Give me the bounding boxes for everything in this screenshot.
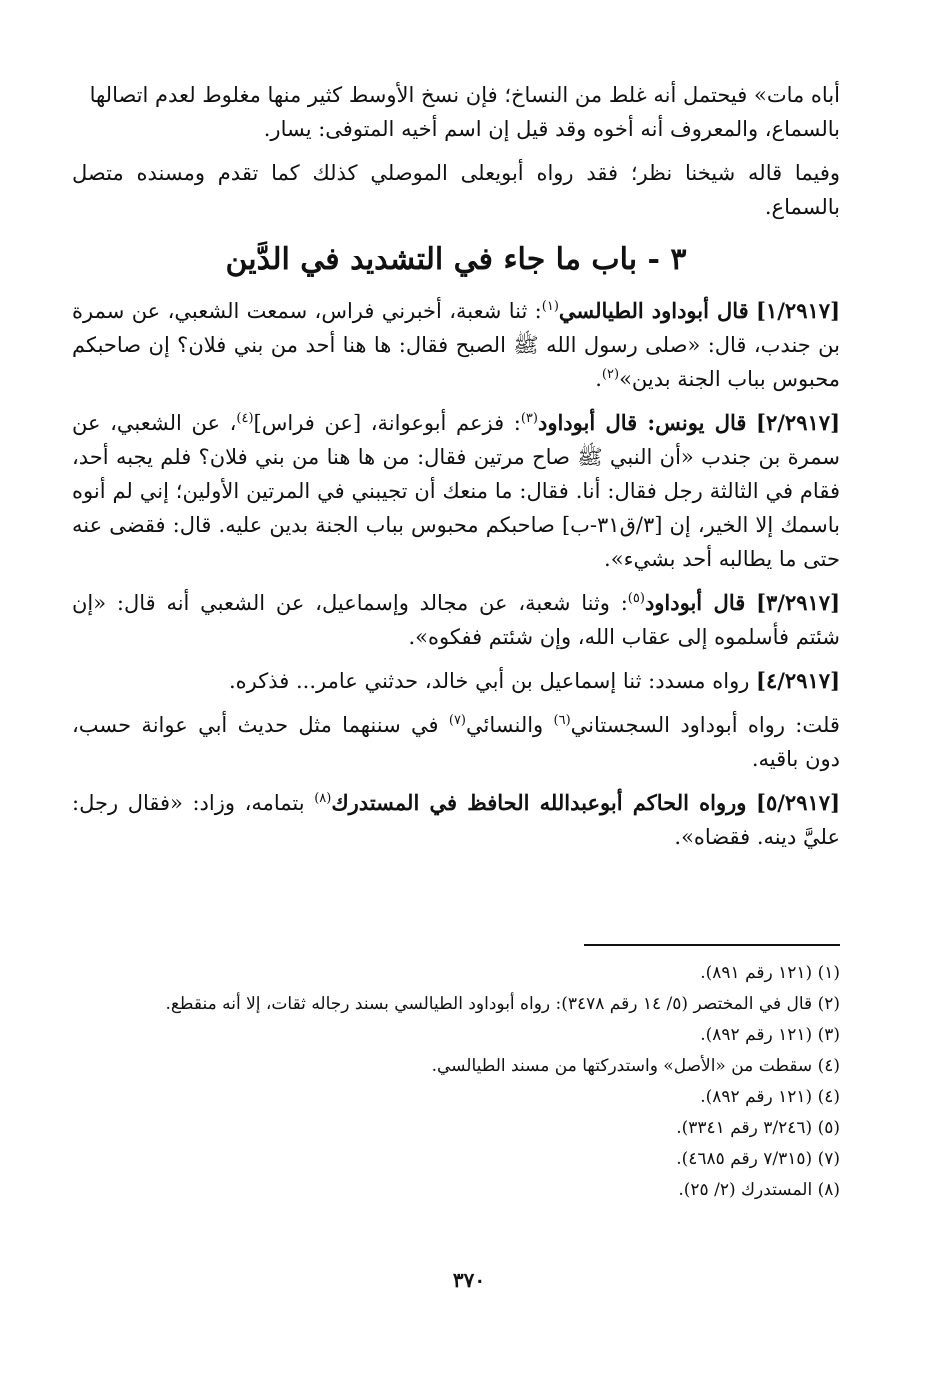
hadith-3 <box>72 586 840 654</box>
footnote-marker: (٣) <box>520 411 538 426</box>
footnotes <box>72 958 840 1206</box>
hadith-5-narrator: ورواه الحاكم أبوعبدالله الحافظ في المستدرك <box>331 790 747 815</box>
footnote-marker: (٨) <box>314 791 332 806</box>
comment-text-b: والنسائي <box>466 713 554 737</box>
footnote-marker: (١) <box>541 299 559 314</box>
footnote: (٤) (١٢١ رقم ٨٩٢). <box>700 1087 840 1107</box>
hadith-2-text-b: ، عن الشعبي، عن سمرة بن جندب «أن النبي ﷺ صاح مرتين فقال: من ها هنا من بني فلان؟ فلم يجبه أحد، فقام في الثالثة رجل فقال: أنا. فقال: ما منعك أن تجيبني في المرتين الأولين؛ إني لم أنوه باسمك إلا الخير، إن [٣/ق٣١-ب] صاحبكم محبوس بباب الجنة بدين عليه. قال: فقضى عنه حتى ما يطالبه أحد بشيء». <box>72 411 840 571</box>
hadith-3-narrator: قال أبوداود <box>644 590 746 615</box>
comment-text-a: قلت: رواه أبوداود السجستاني <box>570 713 840 737</box>
hadith-5 <box>72 786 840 854</box>
hadith-5-number: [٥/٢٩١٧] <box>756 790 840 815</box>
hadith-4 <box>72 664 840 698</box>
hadith-3-text: : وثنا شعبة، عن مجالد وإسماعيل، عن الشعبي أنه قال: «إن شئتم فأسلموه إلى عقاب الله، وإن شئتم ففكوه». <box>72 591 840 649</box>
hadith-3-number: [٣/٢٩١٧] <box>756 590 841 615</box>
footnote-separator <box>584 944 840 946</box>
footnote: (٣) (١٢١ رقم ٨٩٢). <box>700 1025 840 1045</box>
hadith-4-text: رواه مسدد: ثنا إسماعيل بن أبي خالد، حدثني عامر... فذكره. <box>229 669 750 693</box>
footnote: (٨) المستدرك (٢/ ٢٥). <box>678 1180 840 1200</box>
footnote-marker: (٧) <box>448 713 466 728</box>
footnote-marker: (٢) <box>601 367 620 382</box>
hadith-1 <box>72 294 840 396</box>
hadith-2-text-a: : فزعم أبوعوانة، [عن فراس] <box>253 411 521 435</box>
hadith-1-number: [١/٢٩١٧] <box>756 298 840 323</box>
hadith-2-number: [٢/٢٩١٧] <box>756 410 840 435</box>
hadith-4-number: [٤/٢٩١٧] <box>756 668 840 693</box>
footnote: (٧) (٧/٣١٥ رقم ٤٦٨٥). <box>676 1149 840 1169</box>
hadith-2-narrator: قال يونس: قال أبوداود <box>537 410 747 435</box>
continuation-line-1: أباه مات» فيحتمل أنه غلط من النساخ؛ فإن نسخ الأوسط كثير منها مغلوط لعدم اتصالها <box>89 83 840 107</box>
paragraph-comment: وفيما قاله شيخنا نظر؛ فقد رواه أبويعلى الموصلي كذلك كما تقدم ومسنده متصل بالسماع. <box>72 161 840 219</box>
footnote-marker: (٦) <box>553 713 571 728</box>
chapter-heading: ٣ - باب ما جاء في التشديد في الدَّين <box>225 242 687 277</box>
hadith-2 <box>72 406 840 576</box>
page-number: ٣٧٠ <box>452 1268 486 1292</box>
continuation-line-2: بالسماع، والمعروف أنه أخوه وقد قيل إن اسم أخيه المتوفى: يسار. <box>263 117 840 141</box>
hadith-1-text: : ثنا شعبة، أخبرني فراس، سمعت الشعبي، عن سمرة بن جندب، قال: «صلى رسول الله ﷺ الصبح فقال: ها هنا أحد من بني فلان؟ إن صاحبكم محبوس بباب الجنة بدين» <box>72 299 840 391</box>
hadith-5-text: بتمامه، وزاد: «فقال رجل: عليَّ دينه. فقضاه». <box>72 791 840 849</box>
footnote: (١) (١٢١ رقم ٨٩١). <box>700 963 840 983</box>
footnote: (٥) (٣/٢٤٦ رقم ٣٣٤١). <box>676 1118 840 1138</box>
footnote: (٤) سقطت من «الأصل» واستدركتها من مسند الطيالسي. <box>431 1056 840 1076</box>
hadith-1-end: . <box>595 367 602 391</box>
comment-text-c: في سننهما مثل حديث أبي عوانة حسب، دون باقيه. <box>72 713 840 771</box>
footnote-marker: (٤) <box>236 411 254 426</box>
author-comment <box>72 708 840 776</box>
paragraph-continuation <box>72 78 840 146</box>
main-text <box>72 78 840 864</box>
footnote: (٢) قال في المختصر (٥/ ١٤ رقم ٣٤٧٨): رواه أبوداود الطيالسي بسند رجاله ثقات، إلا أنه منقطع. <box>165 994 840 1014</box>
footnote-marker: (٥) <box>627 591 645 606</box>
hadith-1-narrator: قال أبوداود الطيالسي <box>558 298 749 323</box>
